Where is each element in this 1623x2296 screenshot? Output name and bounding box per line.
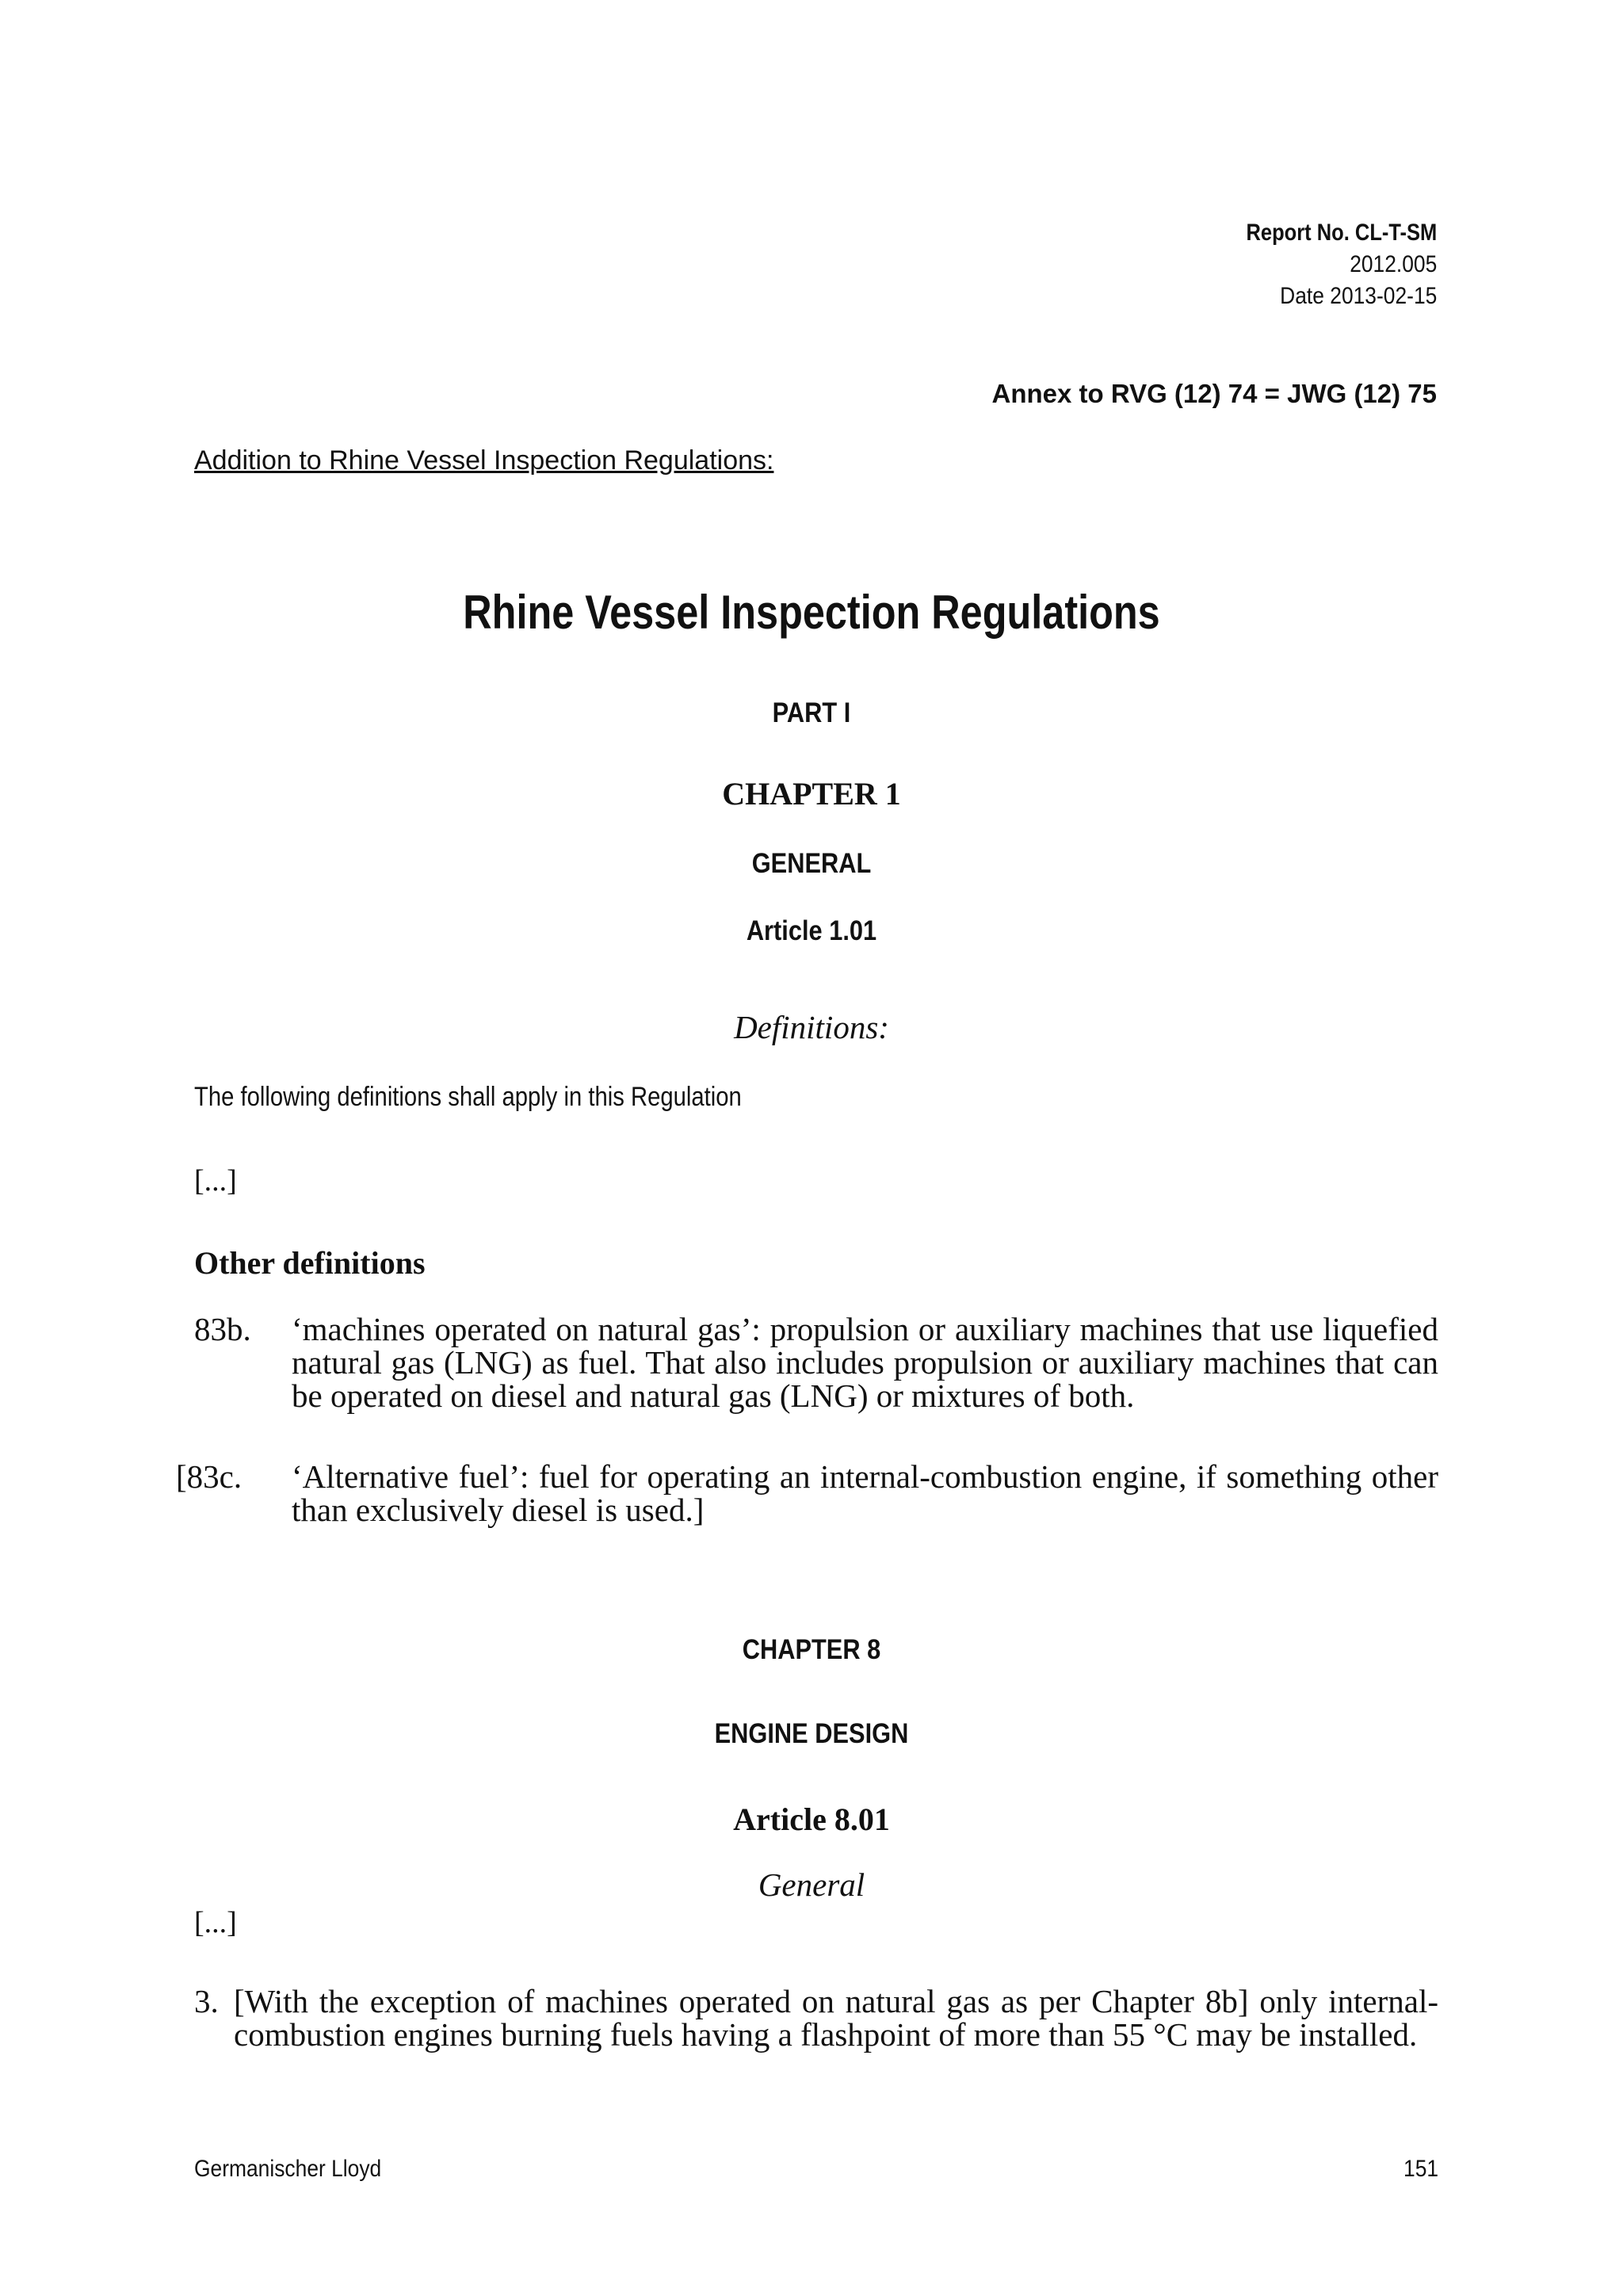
report-date: Date 2013-02-15	[1279, 283, 1437, 309]
definition-text: ‘machines operated on natural gas’: propulsion or auxiliary machines that use liquefied natural gas (LNG) as fuel. That also includes propulsion or auxiliary machines that can be operated on diesel and natural gas (LNG) or mixtures of both.	[292, 1311, 1438, 1414]
definitions-intro: The following definitions shall apply in this Regulation	[194, 1082, 742, 1112]
omission-marker: [...]	[194, 1164, 237, 1198]
article-8-01-title: General	[758, 1866, 865, 1903]
omission-marker: [...]	[194, 1906, 237, 1939]
chapter-8-subheading: ENGINE DESIGN	[714, 1718, 909, 1749]
definition-number: [83c.	[176, 1458, 242, 1495]
addition-note: Addition to Rhine Vessel Inspection Regulations:	[194, 445, 774, 476]
report-number-label: Report No. CL-T-SM	[1246, 220, 1437, 246]
part-heading: PART I	[772, 697, 851, 728]
report-number-value: 2012.005	[1349, 251, 1437, 277]
article-8-01-heading: Article 8.01	[733, 1801, 890, 1837]
section-heading: Other definitions	[194, 1245, 426, 1281]
chapter-8-heading: CHAPTER 8	[742, 1634, 881, 1665]
chapter-1-subheading: GENERAL	[751, 848, 872, 879]
page-number: 151	[1403, 2156, 1438, 2182]
article-1-01-title: Definitions:	[734, 1009, 889, 1045]
paragraph-item	[194, 1985, 1438, 2056]
definition-text: ‘Alternative fuel’: fuel for operating an internal-combustion engine, if something other than exclusively diesel is used.]	[292, 1458, 1438, 1528]
paragraph-number: 3.	[194, 1983, 219, 2019]
chapter-1-heading: CHAPTER 1	[722, 776, 901, 812]
annex-reference: Annex to RVG (12) 74 = JWG (12) 75	[991, 379, 1437, 408]
footer-publisher: Germanischer Lloyd	[194, 2156, 382, 2182]
definition-item	[176, 1460, 1438, 1531]
paragraph-text: [With the exception of machines operated on natural gas as per Chapter 8b] only internal-combustion engines burning fuels having a flashpoint of more than 55 °C may be installed.	[234, 1983, 1438, 2053]
report-info	[1212, 217, 1437, 312]
definition-number: 83b.	[194, 1311, 251, 1347]
article-1-01-heading: Article 1.01	[746, 915, 877, 946]
page-title: Rhine Vessel Inspection Regulations	[463, 586, 1160, 639]
definition-item	[194, 1312, 1438, 1415]
